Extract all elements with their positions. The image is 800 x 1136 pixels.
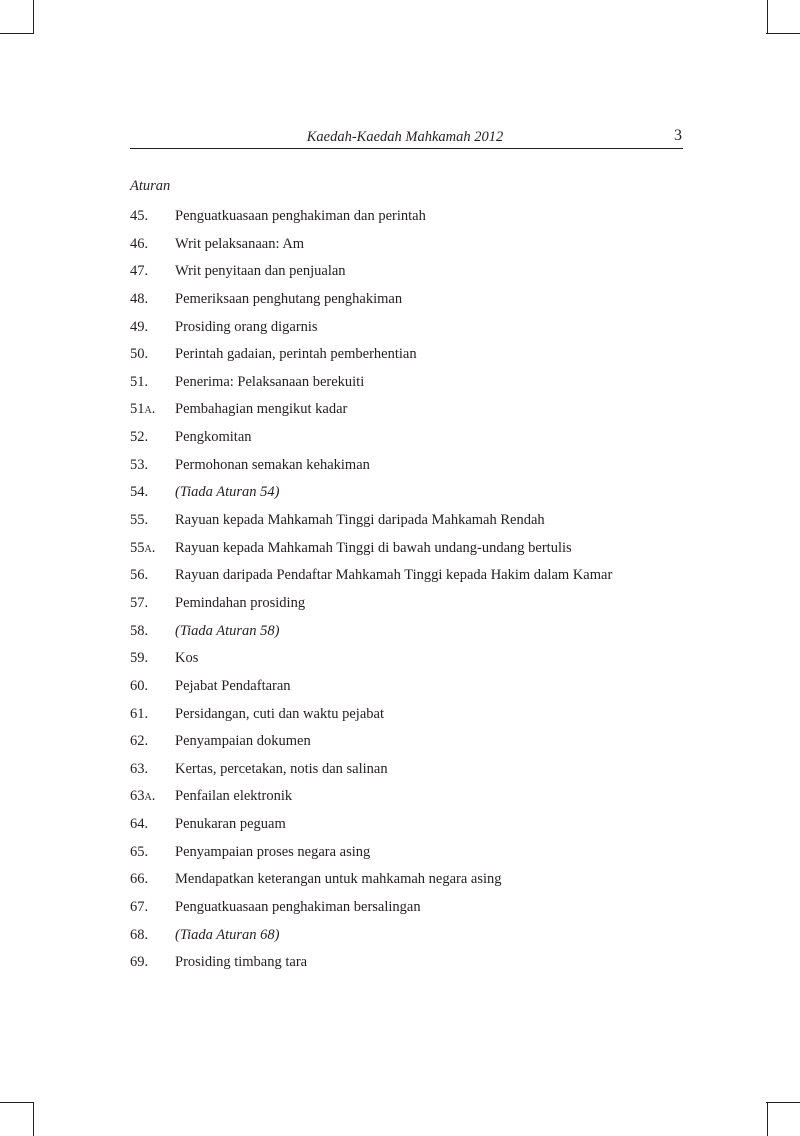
entry-title: Pengkomitan <box>175 429 252 446</box>
contents-entry <box>130 648 690 676</box>
entry-number: 61. <box>130 705 149 722</box>
entry-number: 51. <box>130 373 149 390</box>
contents-entry <box>130 372 690 400</box>
contents-entry <box>130 482 690 510</box>
crop-mark-top-right-vertical <box>767 0 768 34</box>
contents-entry <box>130 455 690 483</box>
entry-title: (Tiada Aturan 58) <box>175 622 280 639</box>
entry-title: Penyampaian proses negara asing <box>175 843 371 860</box>
contents-list <box>130 206 690 980</box>
entry-number: 49. <box>130 318 149 335</box>
contents-entry <box>130 206 690 234</box>
entry-number: 59. <box>130 650 149 667</box>
contents-entry <box>130 925 690 953</box>
entry-number: 52. <box>130 429 149 446</box>
entry-title: Writ penyitaan dan penjualan <box>175 263 346 280</box>
entry-title: Perintah gadaian, perintah pemberhentian <box>175 346 417 363</box>
contents-entry <box>130 261 690 289</box>
entry-title: Mendapatkan keterangan untuk mahkamah negara asing <box>175 871 502 888</box>
contents-entry <box>130 759 690 787</box>
entry-number: 45. <box>130 208 149 224</box>
entry-title: Penguatkuasaan penghakiman bersalingan <box>175 899 421 916</box>
section-label: Aturan <box>130 178 171 194</box>
contents-entry <box>130 786 690 814</box>
entry-title: (Tiada Aturan 68) <box>175 926 280 943</box>
entry-number: 50. <box>130 346 149 363</box>
contents-entry <box>130 317 690 345</box>
entry-number: 67. <box>130 899 149 916</box>
running-title: Kaedah-Kaedah Mahkamah 2012 <box>306 129 504 145</box>
contents-entry <box>130 593 690 621</box>
entry-title: Pemindahan prosiding <box>175 594 306 611</box>
contents-entry <box>130 869 690 897</box>
crop-mark-bottom-right-horizontal <box>766 1102 800 1103</box>
crop-mark-top-right-horizontal <box>766 33 800 34</box>
entry-title: Rayuan kepada Mahkamah Tinggi daripada Mahkamah Rendah <box>175 512 545 529</box>
entry-title: Penguatkuasaan penghakiman dan perintah <box>175 208 426 224</box>
crop-mark-top-left-horizontal <box>0 33 34 34</box>
entry-title: Pembahagian mengikut kadar <box>175 401 348 418</box>
entry-number: 47. <box>130 263 149 280</box>
entry-title: Rayuan daripada Pendaftar Mahkamah Tinggi kepada Hakim dalam Kamar <box>175 567 613 584</box>
entry-number: 56. <box>130 567 149 584</box>
contents-entry <box>130 565 690 593</box>
crop-mark-bottom-right-vertical <box>767 1102 768 1136</box>
entry-title: Prosiding orang digarnis <box>175 318 318 335</box>
entry-number: 62. <box>130 733 149 750</box>
entry-number: 58. <box>130 622 149 639</box>
contents-entry <box>130 731 690 759</box>
crop-mark-top-left-vertical <box>33 0 34 34</box>
entry-number: 64. <box>130 816 149 833</box>
contents-entry <box>130 952 690 980</box>
contents-entry <box>130 344 690 372</box>
contents-entry <box>130 289 690 317</box>
crop-mark-bottom-left-horizontal <box>0 1102 34 1103</box>
entry-title: Writ pelaksanaan: Am <box>175 235 305 252</box>
page-number: 3 <box>674 127 682 144</box>
entry-number: 69. <box>130 954 149 971</box>
entry-title: Penfailan elektronik <box>175 788 293 805</box>
entry-number: 53. <box>130 456 149 473</box>
entry-number: 46. <box>130 235 149 252</box>
contents-entry <box>130 538 690 566</box>
entry-title: Penerima: Pelaksanaan berekuiti <box>175 373 365 390</box>
contents-entry <box>130 842 690 870</box>
header-rule <box>130 148 683 149</box>
contents-entry <box>130 399 690 427</box>
entry-title: Prosiding timbang tara <box>175 954 308 971</box>
entry-title: Penyampaian dokumen <box>175 733 311 750</box>
contents-entry <box>130 676 690 704</box>
entry-number: 65. <box>130 843 149 860</box>
entry-title: Kos <box>175 650 199 667</box>
entry-number: 66. <box>130 871 149 888</box>
contents-entry <box>130 814 690 842</box>
entry-number: 48. <box>130 290 149 307</box>
entry-number: 54. <box>130 484 149 501</box>
entry-number: 51a. <box>130 401 156 418</box>
entry-title: Penukaran peguam <box>175 816 286 833</box>
entry-number: 57. <box>130 594 149 611</box>
entry-title: (Tiada Aturan 54) <box>175 484 280 501</box>
entry-number: 55. <box>130 512 149 529</box>
entry-number: 55a. <box>130 539 156 556</box>
entry-title: Persidangan, cuti dan waktu pejabat <box>175 705 384 722</box>
contents-entry <box>130 234 690 262</box>
contents-entry <box>130 427 690 455</box>
entry-number: 63. <box>130 760 149 777</box>
entry-title: Permohonan semakan kehakiman <box>175 456 370 473</box>
entry-number: 63a. <box>130 788 156 805</box>
entry-title: Kertas, percetakan, notis dan salinan <box>175 760 388 777</box>
entry-title: Pejabat Pendaftaran <box>175 677 291 694</box>
contents-entry <box>130 510 690 538</box>
entry-number: 68. <box>130 926 149 943</box>
contents-entry <box>130 621 690 649</box>
entry-number: 60. <box>130 677 149 694</box>
crop-mark-bottom-left-vertical <box>33 1102 34 1136</box>
entry-title: Pemeriksaan penghutang penghakiman <box>175 290 403 307</box>
contents-entry <box>130 897 690 925</box>
entry-title: Rayuan kepada Mahkamah Tinggi di bawah undang-undang bertulis <box>175 539 572 556</box>
contents-entry <box>130 704 690 732</box>
